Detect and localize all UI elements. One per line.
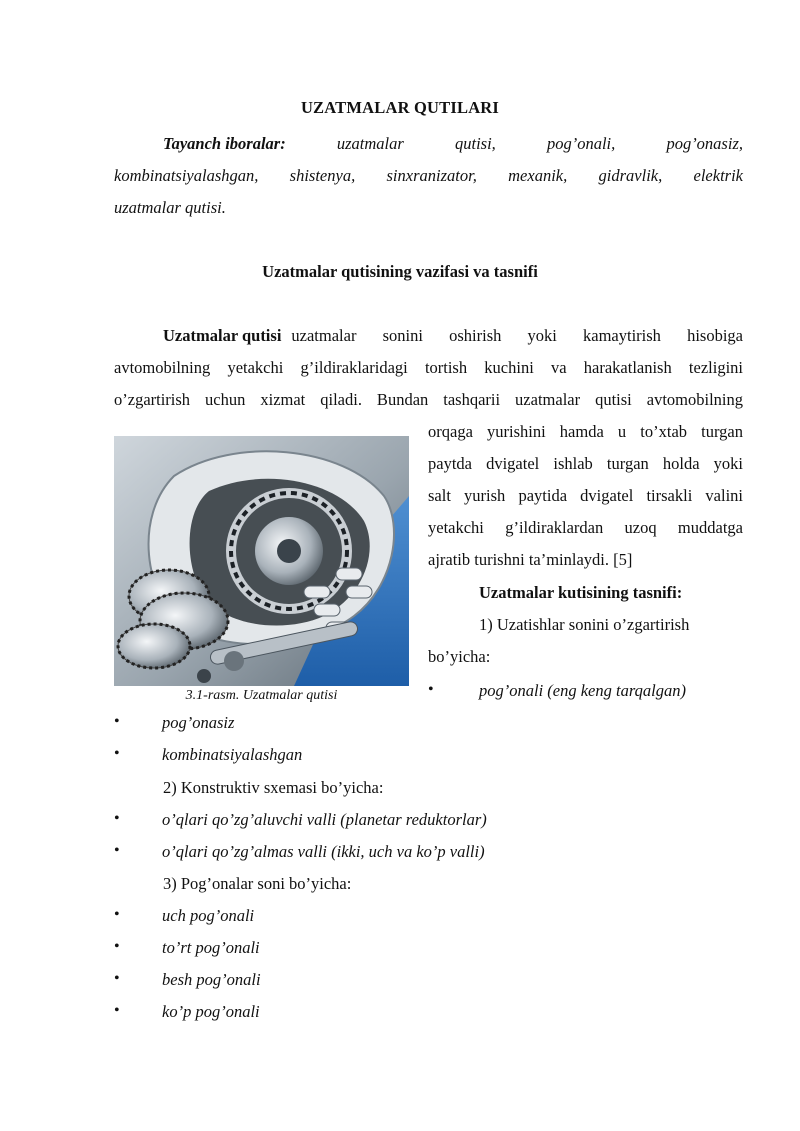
wrap-line: orqaga yurishini hamda u to’xtab turgan xyxy=(428,422,743,441)
intro-line-1 xyxy=(163,320,743,352)
bullet-icon: • xyxy=(114,970,120,987)
group1-heading-cont: bo’yicha: xyxy=(428,647,491,666)
keyword: pog’onali, xyxy=(546,134,616,153)
list-item-text: o’qlari qo’zg’almas valli (ikki, uch va ko’p valli) xyxy=(162,842,485,861)
wrap-line: yetakchi g’ildiraklardan uzoq muddatga xyxy=(428,518,743,537)
intro-line-3: o’zgartirish uchun xizmat qiladi. Bundan tashqarii uzatmalar qutisi avtomobilning xyxy=(114,390,743,409)
page-title: UZATMALAR QUTILARI xyxy=(300,98,500,117)
bullet-icon: • xyxy=(114,906,120,923)
intro-line-2: avtomobilning yetakchi g’ildiraklaridagi tortish kuchini va harakatlanish tezligini xyxy=(114,358,743,377)
intro-bold-lead: Uzatmalar qutisi xyxy=(163,326,282,345)
keyword: pog’onasiz, xyxy=(666,134,743,153)
bullet-icon: • xyxy=(114,938,120,955)
bullet-icon: • xyxy=(428,681,434,698)
wrap-line: salt yurish paytida dvigatel tirsakli valini xyxy=(428,486,743,505)
list-item-text: kombinatsiyalashgan xyxy=(162,745,303,764)
wrap-line-last: ajratib turishni ta’minlaydi. [5] xyxy=(428,550,633,569)
keywords-label: Tayanch iboralar: xyxy=(163,134,286,153)
list-item-text: pog’onali (eng keng tarqalgan) xyxy=(479,681,686,700)
figure-caption: 3.1-rasm. Uzatmalar qutisi xyxy=(185,688,338,703)
bullet-icon: • xyxy=(114,1002,120,1019)
bullet-icon: • xyxy=(114,713,120,730)
gearbox-photo xyxy=(114,436,409,686)
list-item-text: to’rt pog’onali xyxy=(162,938,260,957)
classification-title: Uzatmalar kutisining tasnifi: xyxy=(479,583,683,602)
list-item-text: besh pog’onali xyxy=(162,970,261,989)
bullet-icon: • xyxy=(114,745,120,762)
keywords-line-1 xyxy=(163,128,743,160)
list-item-text: ko’p pog’onali xyxy=(162,1002,260,1021)
keyword: qutisi, xyxy=(454,134,496,153)
bullet-icon: • xyxy=(114,810,120,827)
keywords-line-3: uzatmalar qutisi. xyxy=(114,198,226,217)
list-item-text: uch pog’onali xyxy=(162,906,255,925)
keywords-line-2: kombinatsiyalashgan, shistenya, sinxranizator, mexanik, gidravlik, elektrik xyxy=(114,166,743,185)
group3-heading: 3) Pog’onalar soni bo’yicha: xyxy=(163,874,352,893)
intro-line-1-rest: uzatmalar sonini oshirish yoki kamaytirish hisobiga xyxy=(291,326,743,345)
wrap-line: paytda dvigatel ishlab turgan holda yoki xyxy=(428,454,743,473)
keyword: uzatmalar xyxy=(336,134,404,153)
group2-heading: 2) Konstruktiv sxemasi bo’yicha: xyxy=(163,778,384,797)
group1-heading: 1) Uzatishlar sonini o’zgartirish xyxy=(479,615,690,634)
bullet-icon: • xyxy=(114,842,120,859)
list-item-text: pog’onasiz xyxy=(162,713,235,732)
gearbox-illustration xyxy=(114,436,409,686)
section-title: Uzatmalar qutisining vazifasi va tasnifi xyxy=(262,262,538,281)
list-item-text: o’qlari qo’zg’aluvchi valli (planetar reduktorlar) xyxy=(162,810,487,829)
